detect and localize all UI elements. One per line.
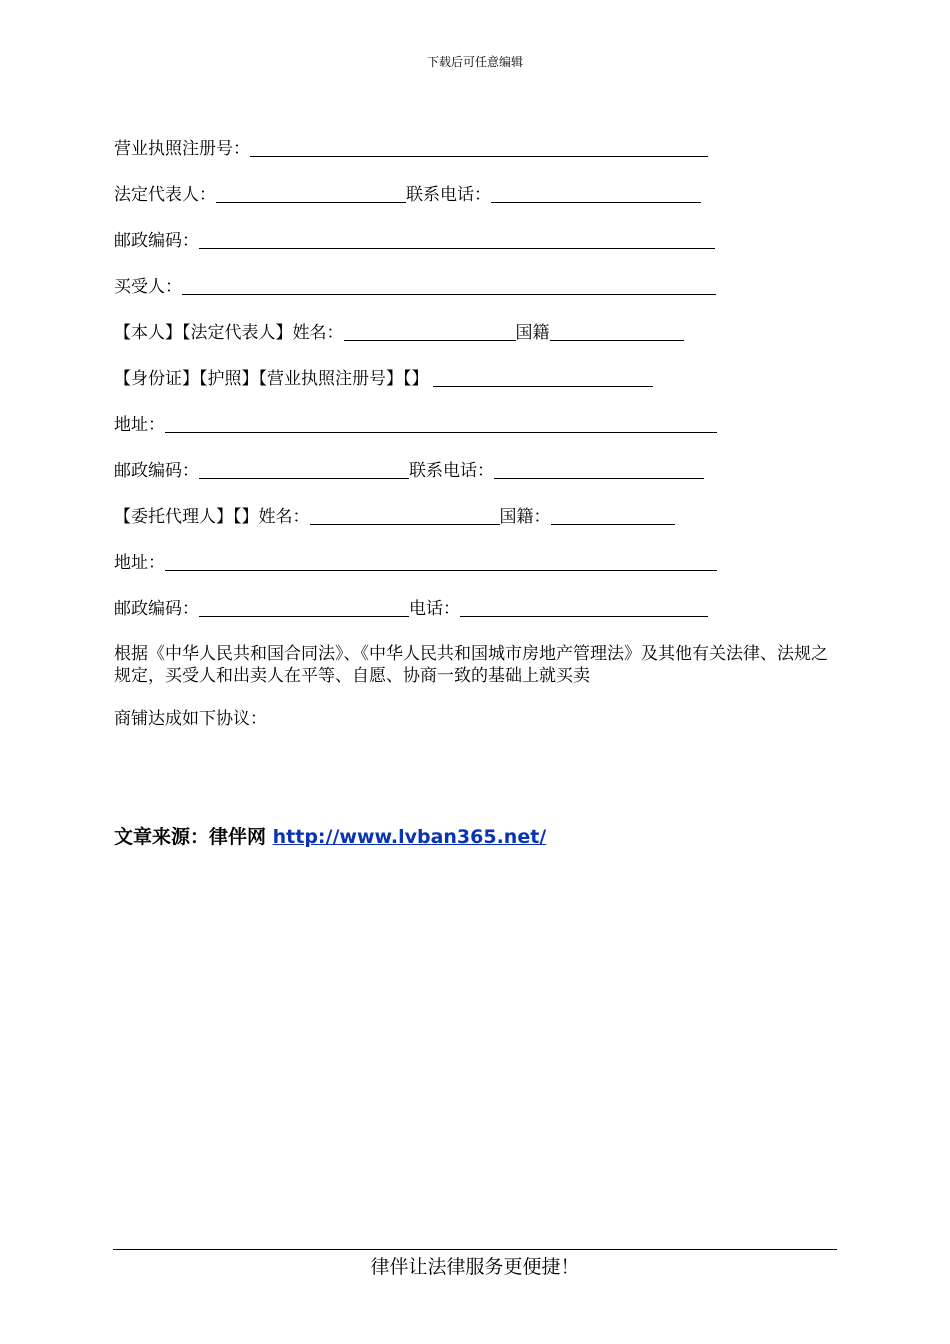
buyer-name-blank[interactable] xyxy=(344,320,516,341)
header-note: 下载后可任意编辑 xyxy=(426,55,523,69)
postal-code-row-2 xyxy=(114,458,704,484)
business-license-label: 营业执照注册号： xyxy=(114,139,250,159)
nationality-label-1: 国籍 xyxy=(515,323,550,343)
contract-basis-paragraph: 根据《中华人民共和国合同法》、《中华人民共和国城市房地产管理法》及其他有关法律、法规之规定，买受人和出卖人在平等、自愿、协商一致的基础上就买卖 xyxy=(114,644,828,686)
postal-code-row-1 xyxy=(114,228,715,254)
address-label-2: 地址： xyxy=(114,553,165,573)
phone-blank[interactable] xyxy=(460,596,708,617)
postal-code-label-1: 邮政编码： xyxy=(114,231,199,251)
postal-code-blank-2[interactable] xyxy=(199,458,409,479)
buyer-identity-row xyxy=(114,320,684,346)
contact-phone-label-2: 联系电话： xyxy=(409,461,494,481)
nationality-blank-2[interactable] xyxy=(551,504,675,525)
postal-code-label-2: 邮政编码： xyxy=(114,461,199,481)
agreement-line: 商铺达成如下协议： xyxy=(114,709,267,729)
address-blank-1[interactable] xyxy=(165,412,717,433)
nationality-label-2: 国籍： xyxy=(499,507,551,527)
id-type-label: 【身份证】【护照】【营业执照注册号】【】 xyxy=(114,369,429,389)
address-row-1 xyxy=(114,412,717,438)
buyer-identity-label: 【本人】【法定代表人】姓名： xyxy=(114,323,344,343)
agent-label: 【委托代理人】【】姓名： xyxy=(114,507,310,527)
legal-rep-row xyxy=(114,182,701,208)
article-source xyxy=(114,825,546,849)
contact-phone-label-1: 联系电话： xyxy=(406,185,491,205)
address-label-1: 地址： xyxy=(114,415,165,435)
id-type-row xyxy=(114,366,653,392)
buyer-row xyxy=(114,274,716,300)
buyer-label: 买受人： xyxy=(114,277,182,297)
address-row-2 xyxy=(114,550,717,576)
legal-rep-blank[interactable] xyxy=(216,182,406,203)
contact-phone-blank-2[interactable] xyxy=(494,458,704,479)
footer-divider xyxy=(113,1249,837,1250)
buyer-blank[interactable] xyxy=(182,274,716,295)
id-number-blank[interactable] xyxy=(433,366,653,387)
postal-code-blank-3[interactable] xyxy=(199,596,409,617)
business-license-row xyxy=(114,136,708,162)
postal-code-label-3: 邮政编码： xyxy=(114,599,199,619)
source-link[interactable]: http://www.lvban365.net/ xyxy=(272,826,547,848)
source-label: 文章来源：律伴网 xyxy=(114,826,267,848)
business-license-blank[interactable] xyxy=(250,136,708,157)
agent-name-blank[interactable] xyxy=(310,504,500,525)
address-blank-2[interactable] xyxy=(165,550,717,571)
contact-phone-blank-1[interactable] xyxy=(491,182,701,203)
legal-rep-label: 法定代表人： xyxy=(114,185,216,205)
postal-code-row-3 xyxy=(114,596,708,622)
nationality-blank-1[interactable] xyxy=(550,320,684,341)
phone-label: 电话： xyxy=(409,599,460,619)
postal-code-blank-1[interactable] xyxy=(199,228,715,249)
agent-row xyxy=(114,504,675,530)
footer-slogan: 律伴让法律服务更便捷！ xyxy=(370,1256,580,1278)
